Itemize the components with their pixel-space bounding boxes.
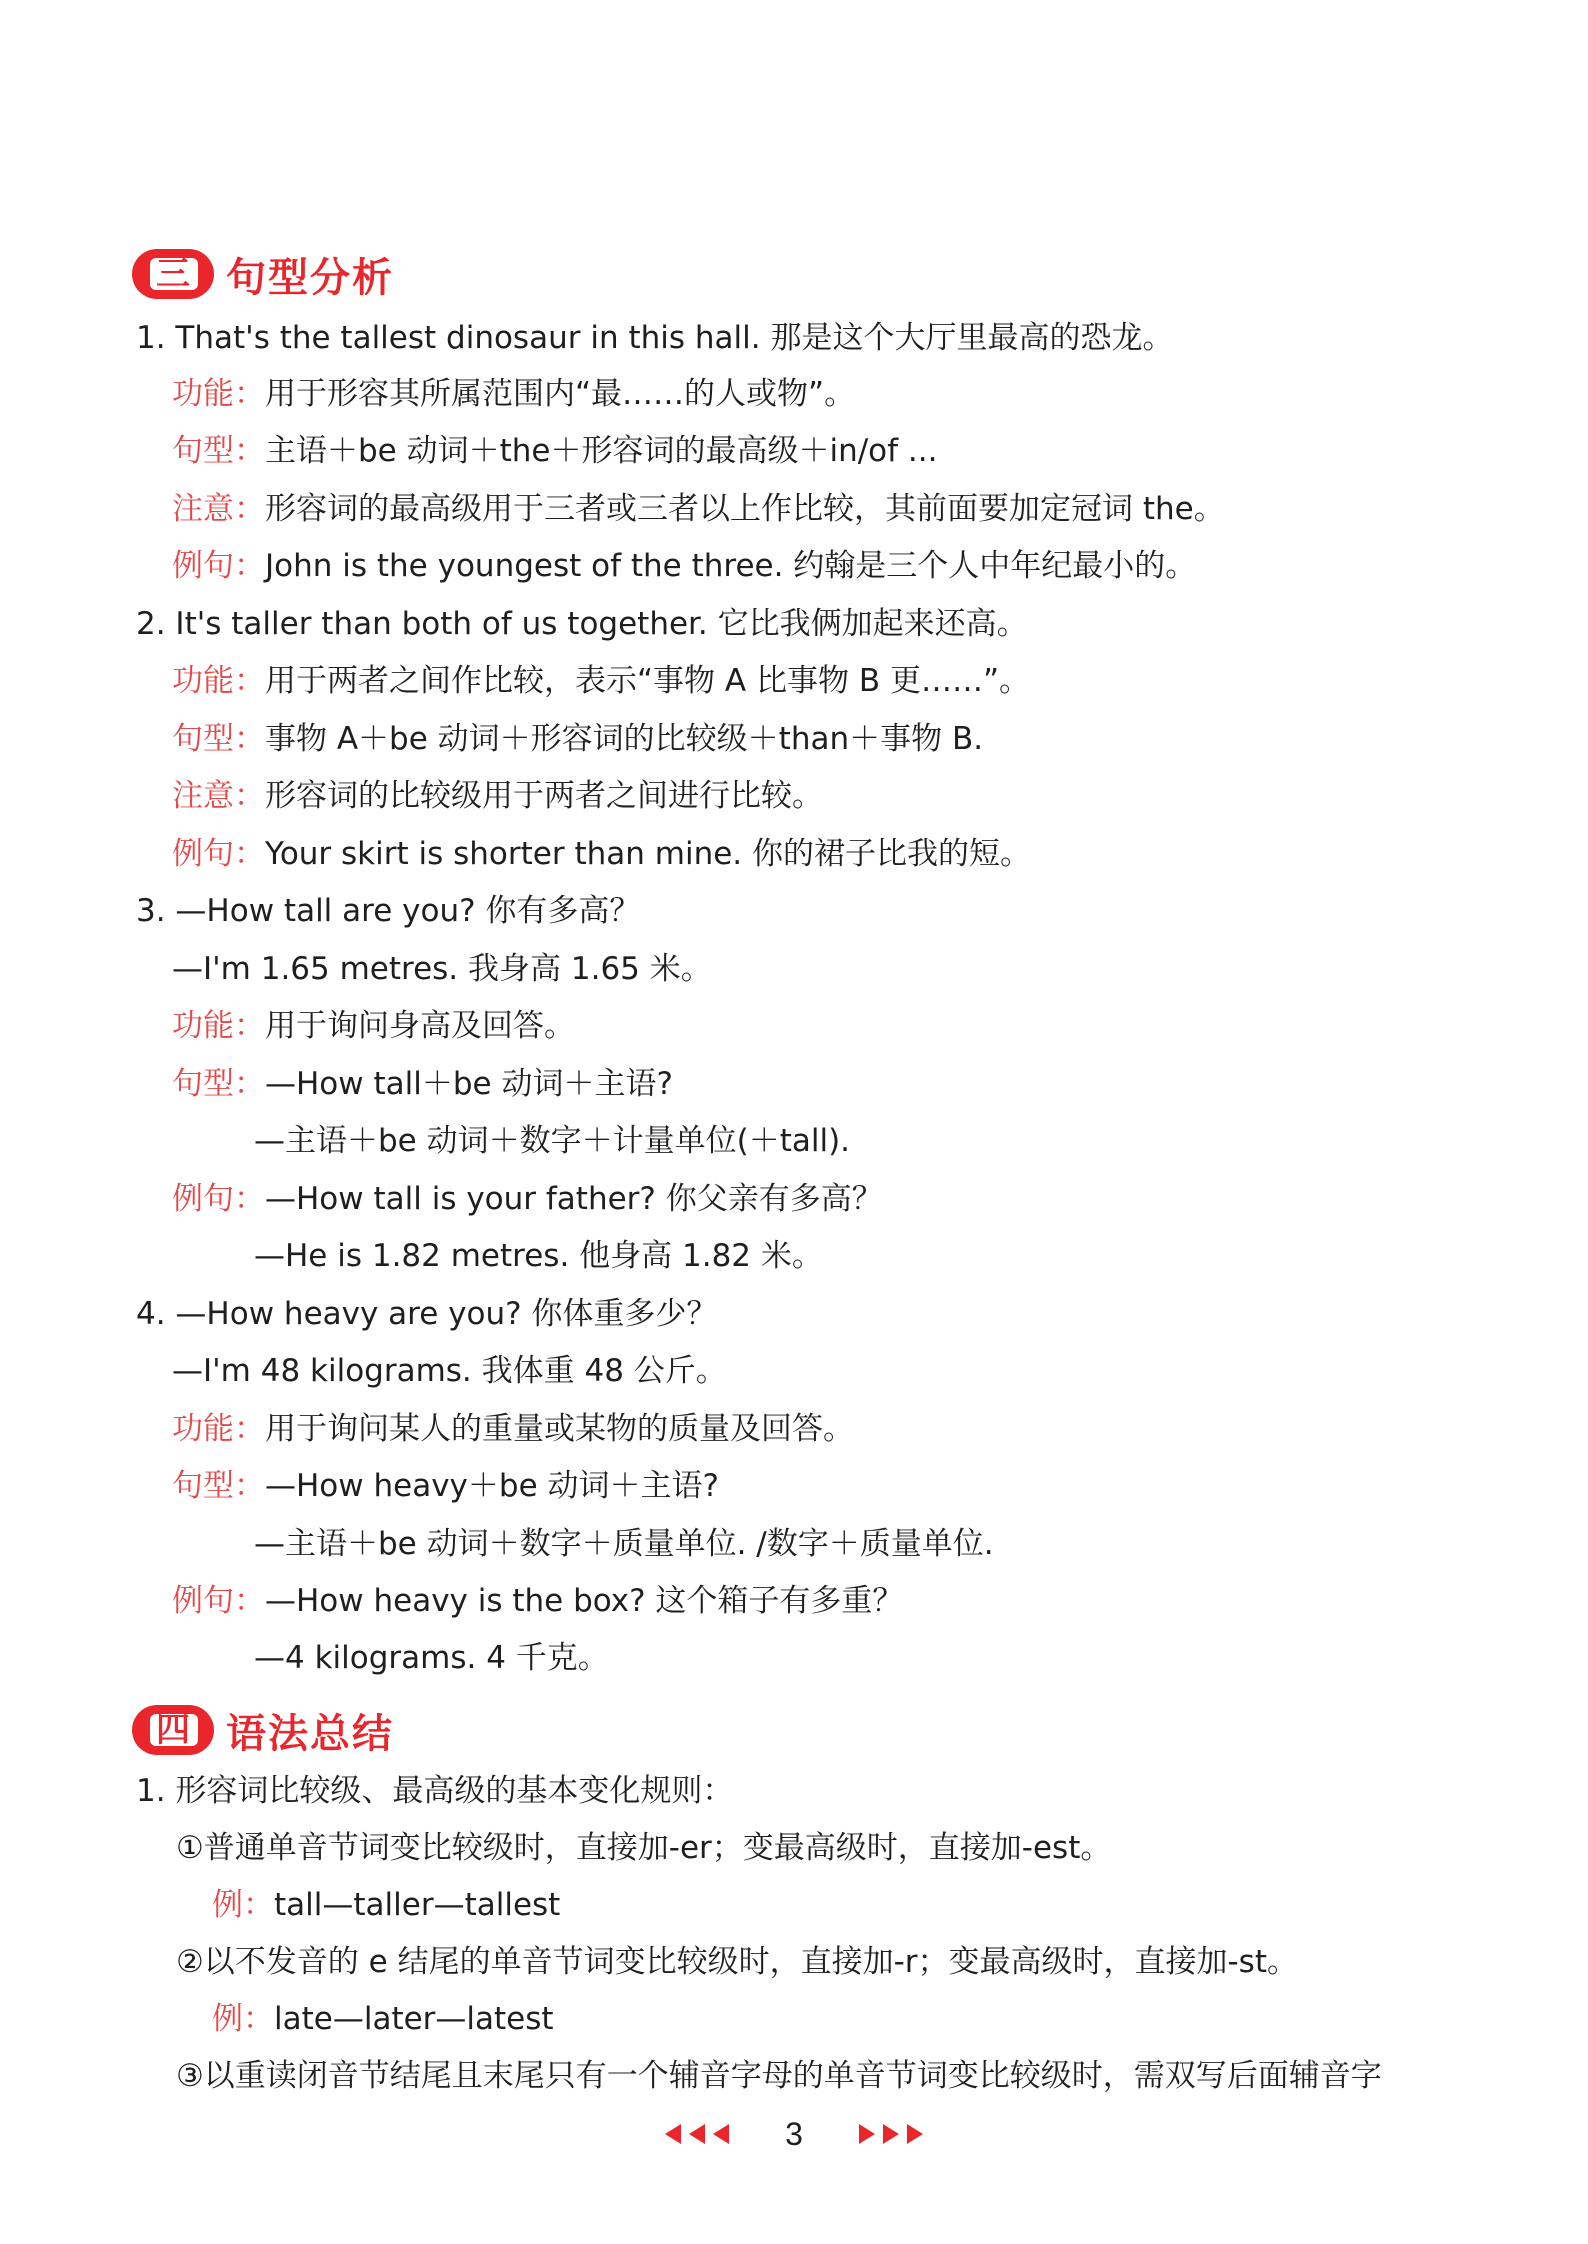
item-4-example-answer: —4 kilograms. 4 千克。 (254, 1640, 609, 1676)
grammar-rule-2-example: 例：late—later—latest (212, 2001, 554, 2037)
item-3-pattern: 句型：—How tall＋be 动词＋主语? (172, 1066, 673, 1102)
item-4-function: 功能：用于询问某人的重量或某物的质量及回答。 (172, 1411, 854, 1447)
function-label: 功能： (172, 1411, 265, 1447)
item-3-answer: —I'm 1.65 metres. 我身高 1.65 米。 (172, 951, 712, 987)
page-number: 3 (785, 2115, 803, 2152)
example-label: 例句： (172, 1181, 265, 1217)
item-4-pattern-answer: —主语＋be 动词＋数字＋质量单位. /数字＋质量单位. (254, 1526, 994, 1562)
item-3-example-answer: —He is 1.82 metres. 他身高 1.82 米。 (254, 1238, 823, 1274)
item-2-function: 功能：用于两者之间作比较，表示“事物 A 比事物 B 更……”。 (172, 663, 1031, 699)
section-number-badge (132, 1705, 214, 1755)
eg-label: 例： (212, 1887, 274, 1923)
function-label: 功能： (172, 1008, 265, 1044)
section-4-header (132, 1700, 394, 1760)
function-label: 功能： (172, 663, 265, 699)
item-3-example: 例句：—How tall is your father? 你父亲有多高？ (172, 1181, 883, 1217)
item-1-example: 例句：John is the youngest of the three. 约翰是三个人中年纪最小的。 (172, 548, 1197, 584)
item-1-sentence: 1. That's the tallest dinosaur in this hall. 那是这个大厅里最高的恐龙。 (136, 320, 1174, 356)
item-2-example: 例句：Your skirt is shorter than mine. 你的裙子比我的短。 (172, 836, 1031, 872)
pattern-label: 句型： (172, 1066, 265, 1102)
section-number: 四 (156, 1710, 190, 1750)
item-3-pattern-answer: —主语＋be 动词＋数字＋计量单位(＋tall). (254, 1123, 851, 1159)
page-footer (0, 2112, 1588, 2156)
item-3-function: 功能：用于询问身高及回答。 (172, 1008, 575, 1044)
pattern-label: 句型： (172, 1468, 265, 1504)
section-title: 语法总结 (226, 1710, 394, 1757)
grammar-rule-3: ③以重读闭音节结尾且末尾只有一个辅音字母的单音节词变比较级时，需双写后面辅音字 (176, 2058, 1382, 2094)
function-label: 功能： (172, 376, 265, 412)
example-label: 例句： (172, 836, 265, 872)
eg-label: 例： (212, 2001, 274, 2037)
item-1-function: 功能：用于形容其所属范围内“最……的人或物”。 (172, 376, 856, 412)
grammar-rule-1-example: 例：tall—taller—tallest (212, 1887, 561, 1923)
right-arrows-icon (859, 2124, 923, 2144)
section-3-header (132, 244, 394, 304)
section-title: 句型分析 (226, 254, 394, 301)
section-number: 三 (156, 254, 190, 294)
example-label: 例句： (172, 1583, 265, 1619)
grammar-rule-2: ②以不发音的 e 结尾的单音节词变比较级时，直接加-r；变最高级时，直接加-st。 (176, 1944, 1298, 1980)
note-label: 注意： (172, 491, 265, 527)
item-4-example: 例句：—How heavy is the box? 这个箱子有多重？ (172, 1583, 904, 1619)
pattern-label: 句型： (172, 433, 265, 469)
note-label: 注意： (172, 778, 265, 814)
item-4-answer: —I'm 48 kilograms. 我体重 48 公斤。 (172, 1353, 727, 1389)
item-3-question: 3. —How tall are you? 你有多高？ (136, 893, 641, 929)
section-number-badge (132, 249, 214, 299)
item-4-pattern: 句型：—How heavy＋be 动词＋主语? (172, 1468, 719, 1504)
pattern-label: 句型： (172, 721, 265, 757)
item-1-note: 注意：形容词的最高级用于三者或三者以上作比较，其前面要加定冠词 the。 (172, 491, 1225, 527)
item-2-sentence: 2. It's taller than both of us together. 它比我俩加起来还高。 (136, 606, 1028, 642)
grammar-rule-1: ①普通单音节词变比较级时，直接加-er；变最高级时，直接加-est。 (176, 1830, 1112, 1866)
item-1-pattern: 句型：主语＋be 动词＋the＋形容词的最高级＋in/of ... (172, 433, 938, 469)
left-arrows-icon (665, 2124, 729, 2144)
item-2-note: 注意：形容词的比较级用于两者之间进行比较。 (172, 778, 823, 814)
example-label: 例句： (172, 548, 265, 584)
grammar-rule-heading: 1. 形容词比较级、最高级的基本变化规则： (136, 1773, 734, 1809)
item-4-question: 4. —How heavy are you? 你体重多少？ (136, 1296, 718, 1332)
item-2-pattern: 句型：事物 A＋be 动词＋形容词的比较级＋than＋事物 B. (172, 721, 984, 757)
